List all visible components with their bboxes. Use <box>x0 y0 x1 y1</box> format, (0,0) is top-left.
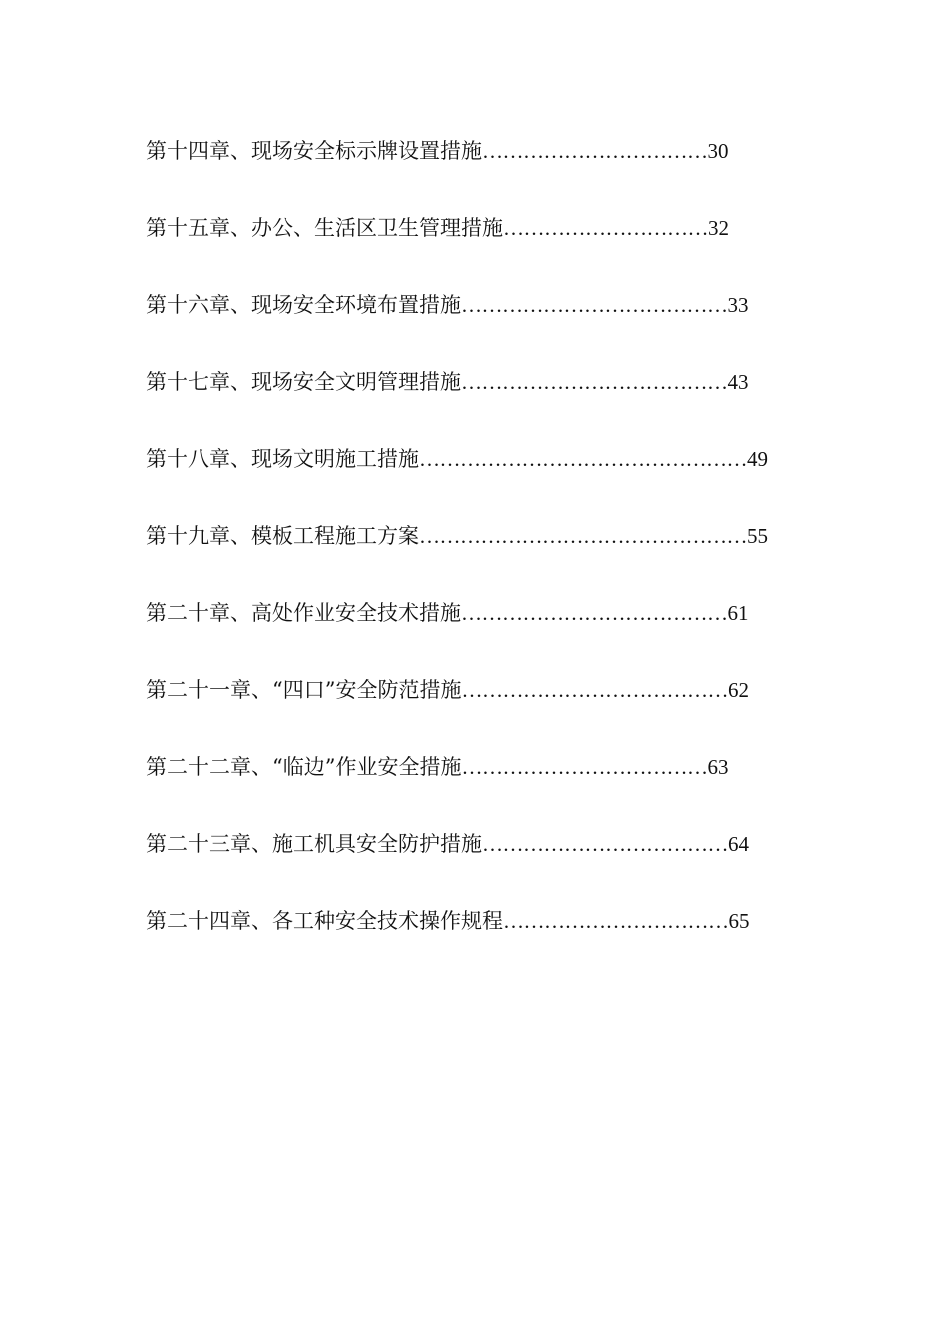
toc-entry-page: 62 <box>727 678 749 702</box>
toc-entry-leader: ………………………… <box>503 216 708 240</box>
toc-entry[interactable] <box>146 134 846 211</box>
toc-entry-page: 63 <box>707 755 729 779</box>
toc-entry[interactable] <box>146 827 846 904</box>
toc-entry[interactable] <box>146 904 846 981</box>
toc-entry-page: 32 <box>708 216 729 240</box>
toc-entry-leader: ………………………………… <box>461 678 728 702</box>
toc-entry-page: 30 <box>707 139 729 163</box>
toc-entry-title: 第二十一章、“四口”安全防范措施 <box>146 678 462 702</box>
toc-entry-leader: ………………………………… <box>461 293 728 317</box>
toc-entry-page: 43 <box>727 370 749 394</box>
toc-entry-title: 第十八章、现场文明施工措施 <box>146 447 419 471</box>
toc-entry-page: 55 <box>747 524 768 548</box>
toc-entry-leader: ……………………………… <box>461 755 708 779</box>
toc-entry[interactable] <box>146 673 846 750</box>
toc-entry[interactable] <box>146 211 846 288</box>
toc-entry-title: 第十七章、现场安全文明管理措施 <box>146 370 461 394</box>
toc-entry-leader: …………………………… <box>482 139 708 163</box>
toc-entry-leader: ……………………………… <box>482 832 728 856</box>
toc-entry-page: 49 <box>747 447 768 471</box>
toc-entry[interactable] <box>146 365 846 442</box>
toc-entry-page: 64 <box>728 832 749 856</box>
toc-entry-title: 第二十二章、“临边”作业安全措施 <box>146 755 462 779</box>
toc-entry-page: 33 <box>727 293 749 317</box>
toc-entry-page: 61 <box>727 601 749 625</box>
toc-entry-title: 第二十四章、各工种安全技术操作规程 <box>146 909 503 933</box>
toc-entry-leader: …………………………… <box>503 909 729 933</box>
toc-entry-leader: ………………………………………… <box>419 524 747 548</box>
toc-entry-leader: ………………………………………… <box>419 447 747 471</box>
toc-entry-title: 第二十章、高处作业安全技术措施 <box>146 601 461 625</box>
toc-entry-title: 第十五章、办公、生活区卫生管理措施 <box>146 216 503 240</box>
toc-entry[interactable] <box>146 288 846 365</box>
toc-entry-title: 第二十三章、施工机具安全防护措施 <box>146 832 482 856</box>
toc-entry-leader: ………………………………… <box>461 370 728 394</box>
toc-entry[interactable] <box>146 442 846 519</box>
toc-entry-page: 65 <box>728 909 750 933</box>
toc-entry-title: 第十四章、现场安全标示牌设置措施 <box>146 139 482 163</box>
toc-entry[interactable] <box>146 519 846 596</box>
table-of-contents <box>146 134 846 981</box>
toc-entry[interactable] <box>146 596 846 673</box>
toc-entry-leader: ………………………………… <box>461 601 728 625</box>
toc-entry-title: 第十九章、模板工程施工方案 <box>146 524 419 548</box>
toc-entry[interactable] <box>146 750 846 827</box>
toc-entry-title: 第十六章、现场安全环境布置措施 <box>146 293 461 317</box>
